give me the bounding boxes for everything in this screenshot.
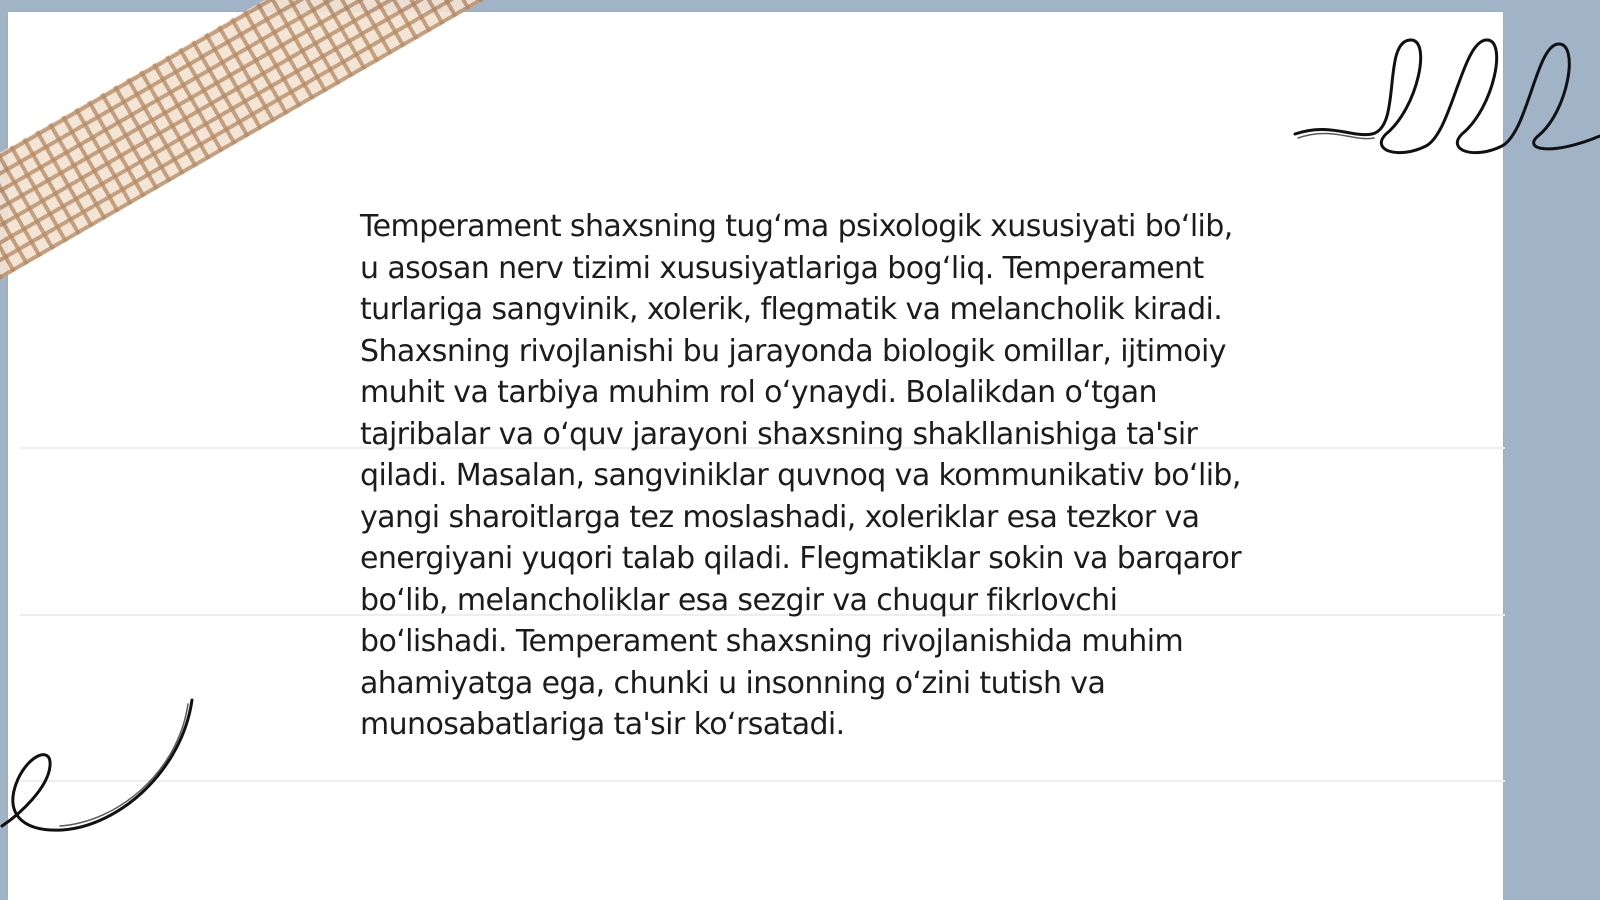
- loop-scribble-icon: [1290, 30, 1600, 170]
- rule-line: [20, 780, 1505, 782]
- swirl-scribble-icon: [0, 690, 200, 850]
- body-paragraph: Temperament shaxsning tug‘ma psixologik xususiyati bo‘lib, u asosan nerv tizimi xususiyatlariga bog‘liq. Temperament turlariga sangvinik, xolerik, flegmatik va melancholik kiradi. Shaxsning rivojlanishi bu jarayonda biologik omillar, ijtimoiy muhit va tarbiya muhim rol o‘ynaydi. Bolalikdan o‘tgan tajribalar va o‘quv jarayoni shaxsning shakllanishiga ta'sir qiladi. Masalan, sangviniklar quvnoq va kommunikativ bo‘lib, yangi sharoitlarga tez moslashadi, xoleriklar esa tezkor va energiyani yuqori talab qiladi. Flegmatiklar sokin va barqaror bo‘lib, melancholiklar esa sezgir va chuqur fikrlovchi bo‘lishadi. Temperament shaxsning rivojlanishida muhim ahamiyatga ega, chunki u insonning o‘zini tutish va munosabatlariga ta'sir ko‘rsatadi.: [360, 209, 1241, 742]
